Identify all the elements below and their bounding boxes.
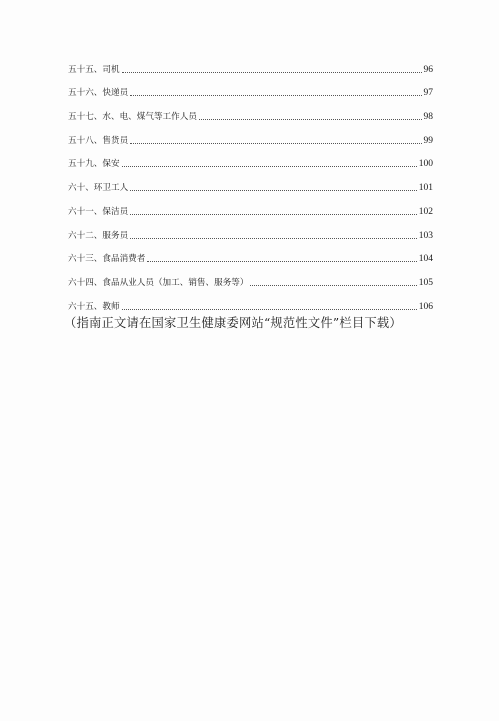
toc-entry-page-number: 101 [418,183,433,194]
toc-entry [68,218,433,242]
toc-entry [68,123,433,147]
toc-entry [68,289,433,313]
toc-entry-label: 五十九、保安 [68,159,120,170]
toc-entry-page-number: 106 [418,301,433,312]
toc-leader-dots [122,308,417,310]
toc-leader-dots [250,284,416,286]
toc-entry-page-number: 100 [418,159,433,170]
toc-entry-page-number: 104 [418,254,433,265]
toc-entry [68,147,433,171]
toc-leader-dots [130,94,421,96]
toc-entry-label: 五十七、水、电、煤气等工作人员 [68,112,197,123]
toc-entry-label: 六十三、食品消费者 [68,254,146,265]
download-note: （指南正文请在国家卫生健康委网站“规范性文件”栏目下载） [64,316,402,330]
toc-entry-label: 五十五、司机 [68,64,120,75]
toc-leader-dots [130,189,417,191]
toc-entry-label: 六十二、服务员 [68,230,129,241]
toc-leader-dots [130,142,421,144]
toc-leader-dots [130,237,417,239]
toc-entry [68,52,433,76]
toc-entry-label: 六十五、教师 [68,301,120,312]
toc-entry-label: 六十四、食品从业人员（加工、销售、服务等） [68,277,249,288]
toc-leader-dots [122,71,422,73]
toc-entry-page-number: 98 [423,112,433,123]
toc-entry-page-number: 97 [423,88,433,99]
toc-entry-label: 五十八、售货员 [68,135,129,146]
toc-entry-page-number: 96 [423,64,433,75]
toc-entry [68,194,433,218]
toc-leader-dots [147,260,416,262]
toc-entry [68,99,433,123]
toc-entry-label: 六十、环卫工人 [68,183,129,194]
toc-leader-dots [122,165,417,167]
toc-entry [68,76,433,100]
toc-entry [68,265,433,289]
toc-entry [68,242,433,266]
toc-entry-page-number: 103 [418,230,433,241]
toc-entry [68,170,433,194]
toc-entry-page-number: 102 [418,206,433,217]
toc-entry-label: 五十六、快递员 [68,88,129,99]
table-of-contents [68,52,433,313]
toc-leader-dots [130,213,417,215]
toc-entry-page-number: 99 [423,135,433,146]
toc-entry-label: 六十一、保洁员 [68,206,129,217]
toc-entry-page-number: 105 [418,277,433,288]
toc-leader-dots [199,118,422,120]
